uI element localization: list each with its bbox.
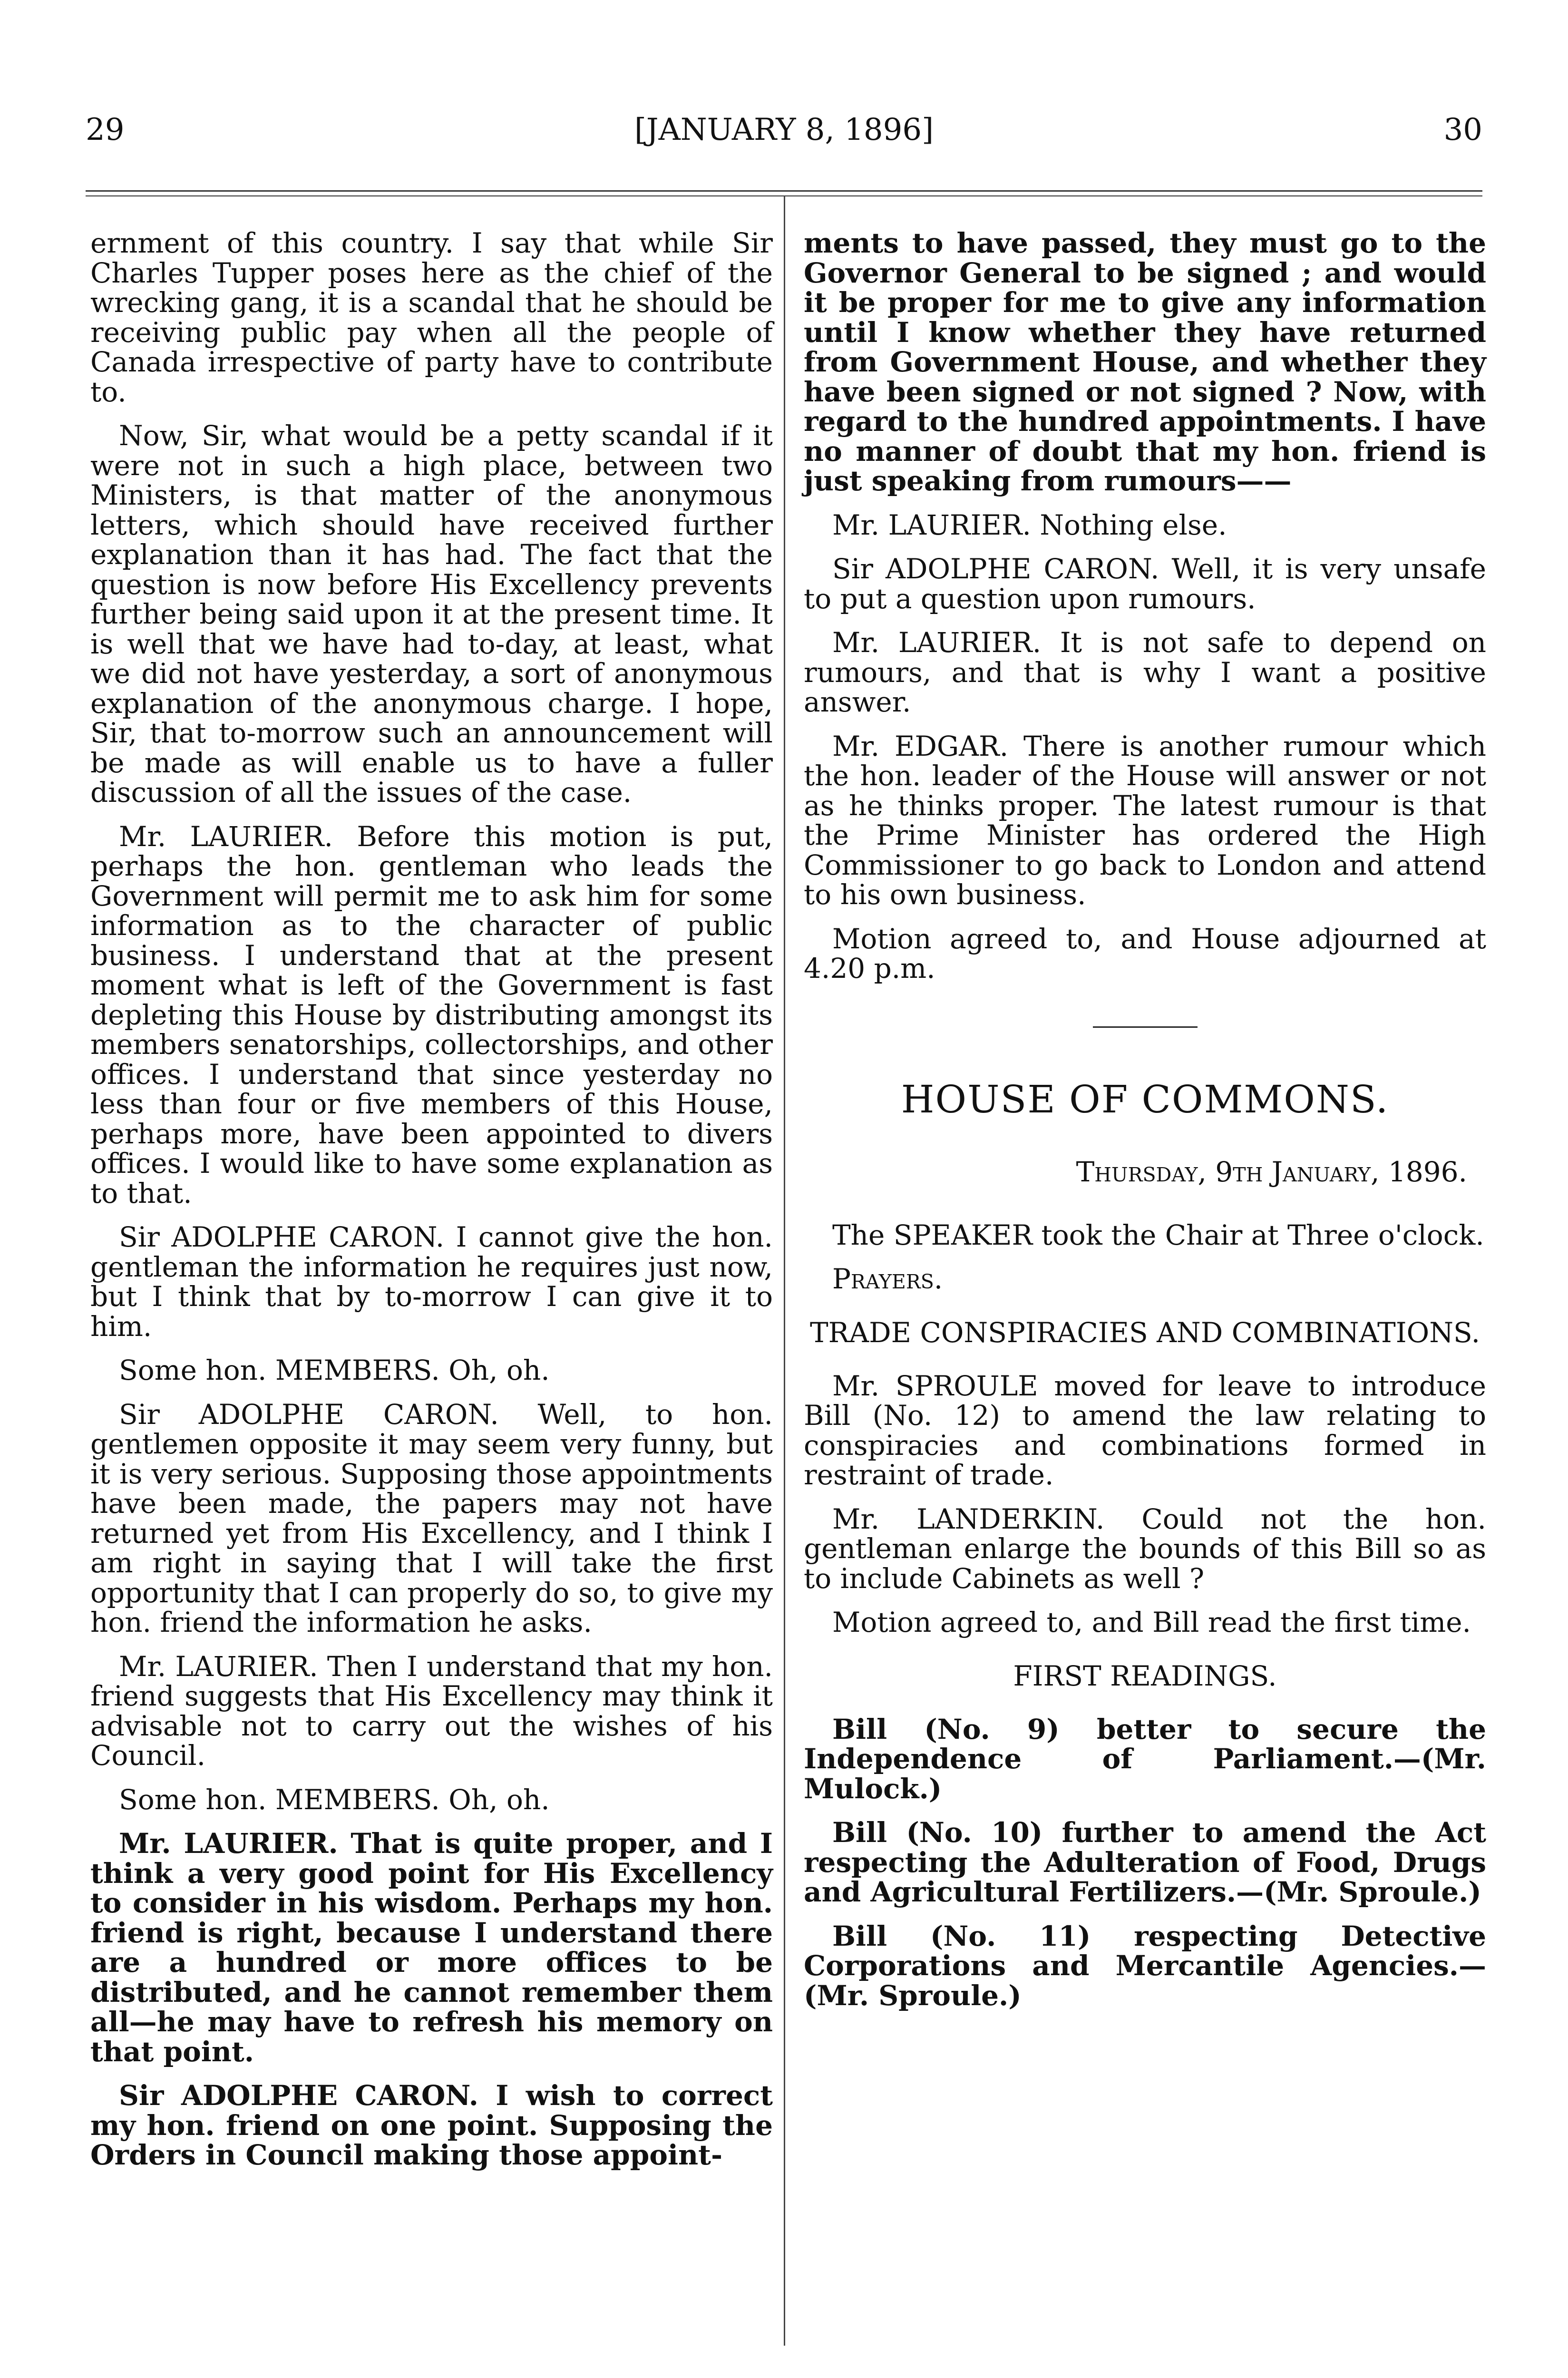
paragraph: Bill (No. 11) respecting Detective Corporations and Mercantile Agencies.—(Mr. Sproule.) xyxy=(804,1920,1486,2012)
paragraph: Sir ADOLPHE CARON. I cannot give the hon. gentleman the information he requires just now, but I think that by to-morrow I can give it to him. xyxy=(90,1221,773,1343)
paragraph: Bill (No. 10) further to amend the Act respecting the Adulteration of Food, Drugs and Agricultural Fertilizers.—(Mr. Sproule.) xyxy=(804,1816,1486,1908)
paragraph: Mr. LAURIER. Nothing else. xyxy=(832,508,1227,541)
paragraph: Motion agreed to, and House adjourned at 4.20 p.m. xyxy=(804,922,1486,984)
paragraph: Bill (No. 9) better to secure the Independence of Parliament.—(Mr. Mulock.) xyxy=(804,1713,1486,1805)
paragraph: Mr. SPROULE moved for leave to introduce Bill (No. 12) to amend the law relating to conspiracies and combinations formed in restraint of trade. xyxy=(804,1369,1486,1491)
paragraph: Motion agreed to, and Bill read the first time. xyxy=(832,1606,1471,1638)
house-title: HOUSE OF COMMONS. xyxy=(901,1077,1389,1121)
sitting-date: Thursday, 9th January, 1896. xyxy=(1076,1156,1467,1188)
page-number-right: 30 xyxy=(1443,112,1482,147)
paragraph: Mr. LAURIER. That is quite proper, and I think a very good point for His Excellency to consider in his wisdom. Perhaps my hon. friend is right, because I understand there are a hundred or more offices to be distributed, and he cannot remember them all—he may have to refresh his memory on that point. xyxy=(90,1827,773,2068)
page-header xyxy=(86,112,1482,160)
bold-block xyxy=(90,1829,773,2170)
paragraph: Now, Sir, what would be a petty scandal if it were not in such a high place, between two Ministers, is that matter of the anonymous letters, which should have received further explanation than it has had. The fact that the question is now before His Excellency prevents further being said upon it at the present time. It is well that we have had to-day, at least, what we did not have yesterday, a sort of anonymous explanation of the anonymous charge. I hope, Sir, that to-morrow such an announcement will be made as will enable us to have a fuller discussion of all the issues of the case. xyxy=(90,419,773,809)
section-heading-trade: TRADE CONSPIRACIES AND COMBINATIONS. xyxy=(809,1316,1480,1349)
section-rule xyxy=(1093,1026,1198,1028)
paragraph: Sir ADOLPHE CARON. Well, it is very unsafe to put a question upon rumours. xyxy=(804,553,1486,615)
column-divider xyxy=(784,196,785,2346)
paragraph: Some hon. MEMBERS. Oh, oh. xyxy=(119,1783,550,1816)
paragraph: Sir ADOLPHE CARON. Well, to hon. gentlemen opposite it may seem very funny, but it is very serious. Supposing those appointments have been made, the papers may not have returned yet from His Excellency, and I think I am right in saying that I will take the first opportunity that I can properly do so, to give my hon. friend the information he asks. xyxy=(90,1398,773,1638)
paragraph: ernment of this country. I say that while Sir Charles Tupper poses here as the chief of the wrecking gang, it is a scandal that he should be receiving public pay when all the people of Canada irrespective of party have to contribute to. xyxy=(90,227,773,408)
paragraph: Mr. LAURIER. Before this motion is put, perhaps the hon. gentleman who leads the Government will permit me to ask him for some information as to the character of public business. I understand that at the present moment what is left of the Government is fast depleting this House by distributing amongst its members senatorships, collectorships, and other offices. I understand that since yesterday no less than four or five members of this House, perhaps more, have been appointed to divers offices. I would like to have some explanation as to that. xyxy=(90,820,773,1209)
paragraph: Mr. LANDERKIN. Could not the hon. gentleman enlarge the bounds of this Bill so as to include Cabinets as well ? xyxy=(804,1502,1486,1595)
page-number-left: 29 xyxy=(86,112,125,147)
paragraph: ments to have passed, they must go to the Governor General to be signed ; and would it be proper for me to give any information until I know whether they have returned from Government House, and whether they have been signed or not signed ? Now, with regard to the hundred appointments. I have no manner of doubt that my hon. friend is just speaking from rumours—— xyxy=(804,227,1486,497)
paragraph: Mr. LAURIER. Then I understand that my hon. friend suggests that His Excellency may think it advisable not to carry out the wishes of his Council. xyxy=(90,1650,773,1772)
bold-block xyxy=(804,1715,1486,2011)
paragraph: Mr. EDGAR. There is another rumour which the hon. leader of the House will answer or not as he thinks proper. The latest rumour is that the Prime Minister has ordered the High Commissioner to go back to London and attend to his own business. xyxy=(804,730,1486,911)
right-column xyxy=(804,228,1486,2025)
speaker-line: The SPEAKER took the Chair at Three o'clock. xyxy=(832,1218,1484,1251)
left-column xyxy=(90,228,773,2184)
header-date-title: [JANUARY 8, 1896] xyxy=(634,112,934,147)
paragraph: Mr. LAURIER. It is not safe to depend on rumours, and that is why I want a positive answer. xyxy=(804,626,1486,718)
section-heading-first-readings: FIRST READINGS. xyxy=(1013,1659,1277,1692)
prayers-heading: Prayers. xyxy=(832,1263,943,1295)
paragraph: Sir ADOLPHE CARON. I wish to correct my hon. friend on one point. Supposing the Orders in Council making those appoint- xyxy=(90,2079,773,2171)
bold-block xyxy=(804,228,1486,496)
paragraph: Some hon. MEMBERS. Oh, oh. xyxy=(119,1354,550,1386)
